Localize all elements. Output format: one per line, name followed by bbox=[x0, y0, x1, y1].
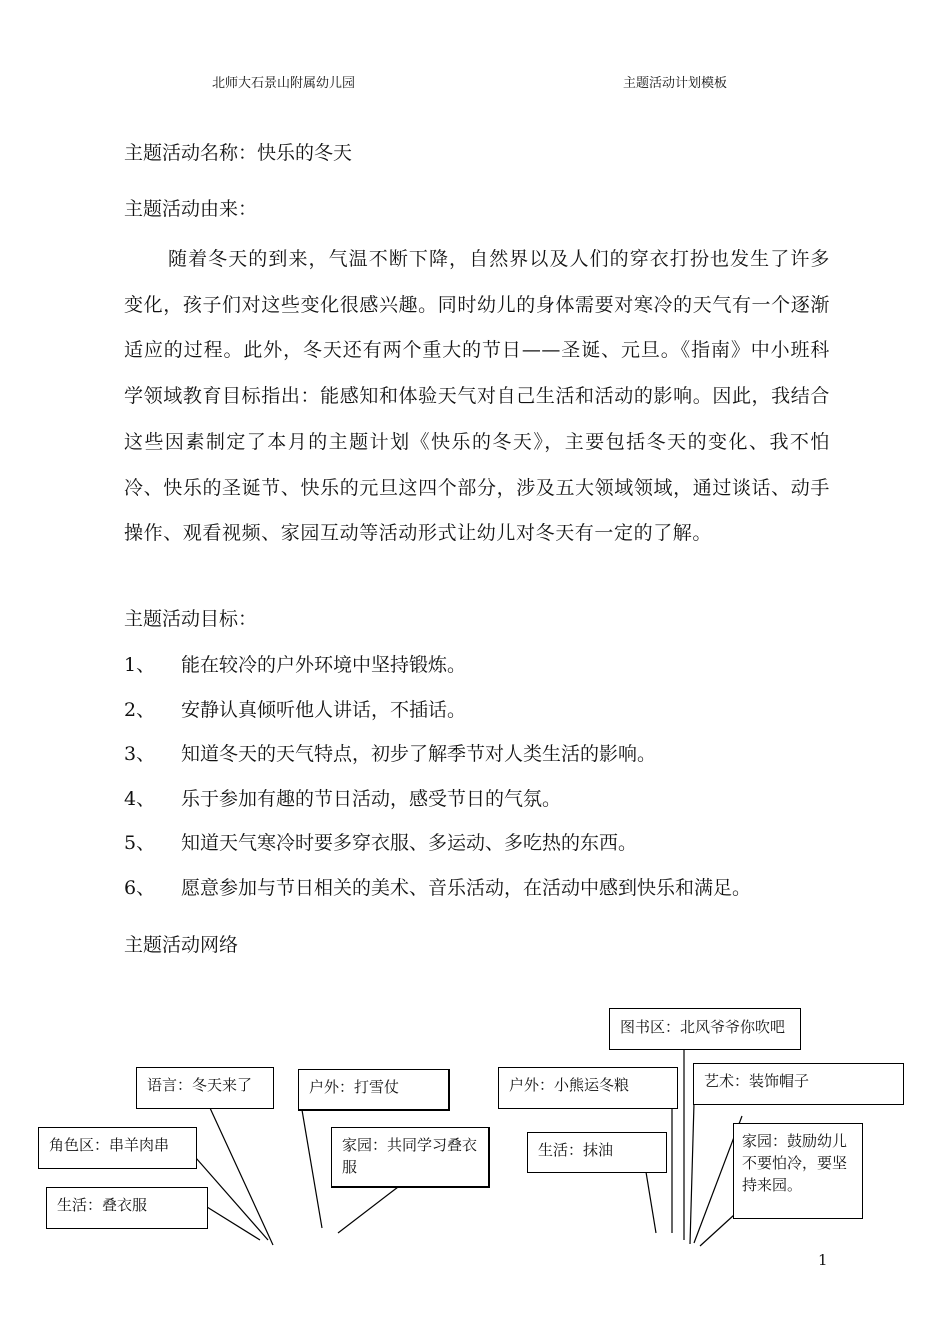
network-box-outdoor-bear: 户外：小熊运冬粮 bbox=[498, 1067, 678, 1109]
goal-text: 乐于参加有趣的节日活动，感受节日的气氛。 bbox=[181, 788, 562, 810]
network-box-life-oil: 生活：抹油 bbox=[527, 1132, 667, 1173]
network-heading: 主题活动网络 bbox=[124, 934, 239, 956]
network-box-library: 图书区：北风爷爷你吹吧 bbox=[609, 1008, 801, 1050]
network-box-role-area: 角色区：串羊肉串 bbox=[38, 1127, 197, 1169]
goal-number: 6、 bbox=[124, 877, 156, 899]
connector-line bbox=[690, 1103, 694, 1244]
goal-number: 2、 bbox=[124, 699, 156, 721]
goal-text: 愿意参加与节日相关的美术、音乐活动，在活动中感到快乐和满足。 bbox=[181, 877, 752, 899]
header-template-name: 主题活动计划模板 bbox=[623, 76, 728, 91]
page-number: 1 bbox=[818, 1251, 828, 1269]
goal-number: 5、 bbox=[124, 832, 156, 854]
origin-paragraph: 随着冬天的到来，气温不断下降，自然界以及人们的穿衣打扮也发生了许多变化，孩子们对这些变化很感兴趣。同时幼儿的身体需要对寒冷的天气有一个逐渐适应的过程。此外，冬天还有两个重大的节日——圣诞、元旦。《指南》中小班科学领域教育目标指出：能感知和体验天气对自己生活和活动的影响。因此，我结合这些因素制定了本月的主题计划《快乐的冬天》，主要包括冬天的变化、我不怕冷、快乐的圣诞节、快乐的元旦这四个部分，涉及五大领域领域，通过谈话、动手操作、观看视频、家园互动等活动形式让幼儿对冬天有一定的了解。 bbox=[124, 248, 830, 545]
network-box-language: 语言：冬天来了 bbox=[136, 1067, 274, 1109]
connector-line bbox=[302, 1110, 322, 1228]
goals-heading: 主题活动目标： bbox=[124, 608, 258, 630]
connector-line bbox=[646, 1172, 656, 1233]
network-box-home-fold: 家园：共同学习叠衣服 bbox=[331, 1127, 490, 1188]
goal-text: 知道冬天的天气特点，初步了解季节对人类生活的影响。 bbox=[181, 743, 657, 765]
connector-line bbox=[338, 1187, 398, 1233]
connector-line bbox=[207, 1207, 260, 1240]
origin-heading: 主题活动由来： bbox=[124, 198, 258, 220]
connector-line bbox=[700, 1215, 734, 1246]
theme-name: 主题活动名称：快乐的冬天 bbox=[124, 142, 353, 164]
goal-text: 能在较冷的户外环境中坚持锻炼。 bbox=[181, 654, 467, 676]
header-school-name: 北师大石景山附属幼儿园 bbox=[212, 76, 356, 91]
goal-number: 4、 bbox=[124, 788, 156, 810]
network-box-home-encourage: 家园：鼓励幼儿不要怕冷，要坚持来园。 bbox=[733, 1123, 863, 1219]
goal-number: 3、 bbox=[124, 743, 156, 765]
network-box-life-fold: 生活：叠衣服 bbox=[46, 1187, 208, 1229]
network-box-art-hat: 艺术：装饰帽子 bbox=[693, 1063, 904, 1105]
goal-text: 安静认真倾听他人讲话，不插话。 bbox=[181, 699, 467, 721]
connector-line bbox=[210, 1108, 273, 1245]
goal-text: 知道天气寒冷时要多穿衣服、多运动、多吃热的东西。 bbox=[181, 832, 638, 854]
goal-number: 1、 bbox=[124, 654, 156, 676]
network-box-outdoor-snow: 户外：打雪仗 bbox=[298, 1069, 450, 1111]
